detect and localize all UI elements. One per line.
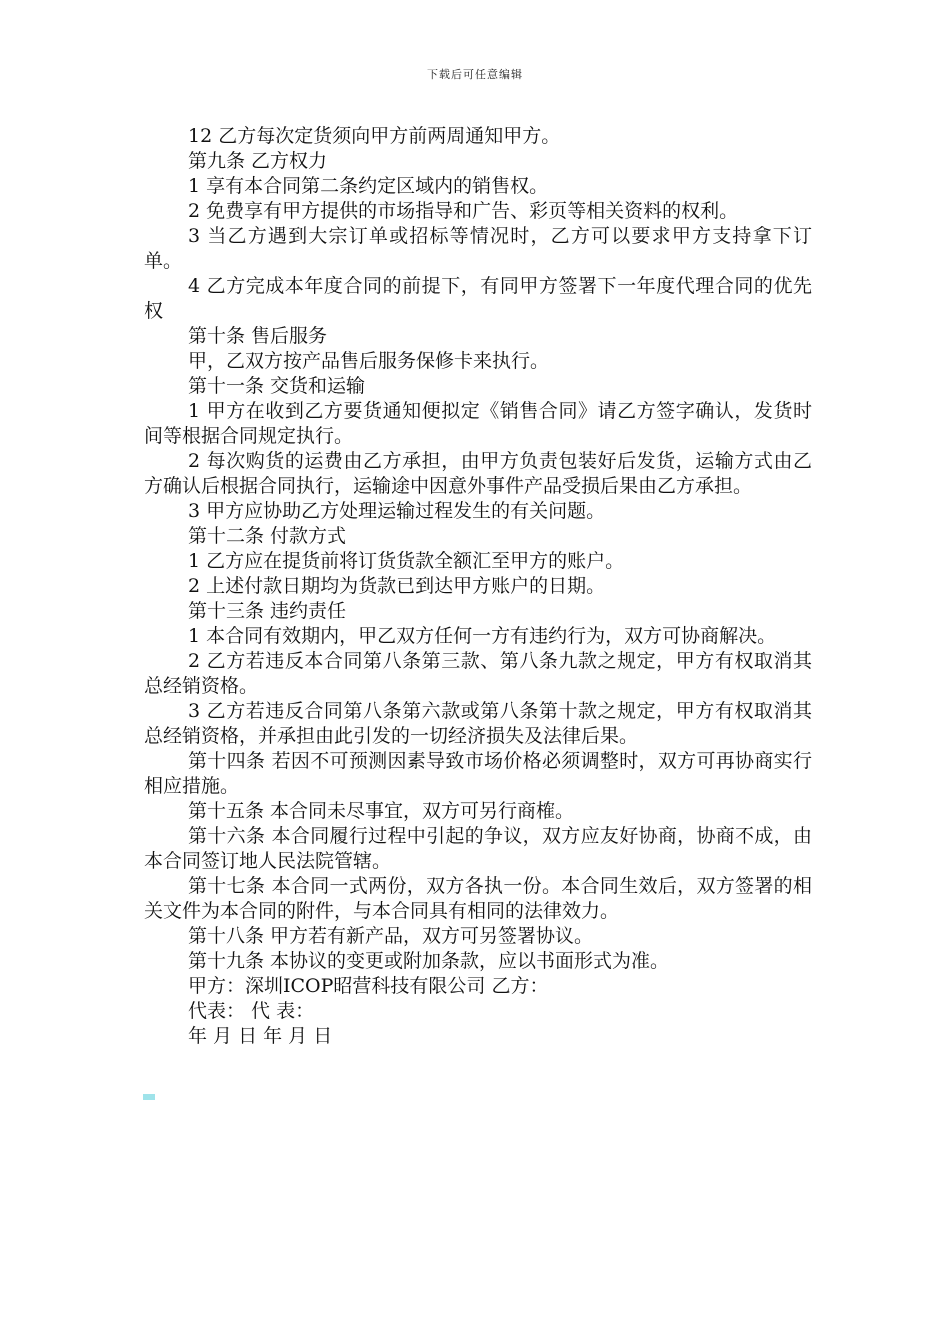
paragraph: 3 乙方若违反合同第八条第六款或第八条第十款之规定，甲方有权取消其总经销资格，并承担由此引发的一切经济损失及法律后果。 [144, 700, 812, 747]
contract-body [144, 124, 812, 1049]
paragraph: 3 当乙方遇到大宗订单或招标等情况时，乙方可以要求甲方支持拿下订单。 [144, 225, 812, 272]
corner-mark [143, 1094, 155, 1100]
signature-dates: 年 月 日 年 月 日 [188, 1025, 333, 1047]
section-paragraph: 第十六条 本合同履行过程中引起的争议，双方应友好协商，协商不成，由本合同签订地人民法院管辖。 [144, 825, 812, 872]
paragraph: 1 甲方在收到乙方要货通知便拟定《销售合同》请乙方签字确认，发货时间等根据合同规定执行。 [144, 400, 812, 447]
signature-representatives: 代表： 代 表： [188, 1000, 315, 1022]
paragraph: 12 乙方每次定货须向甲方前两周通知甲方。 [188, 125, 561, 147]
section-heading: 第十条 售后服务 [188, 325, 328, 347]
paragraph: 1 本合同有效期内，甲乙双方任何一方有违约行为，双方可协商解决。 [188, 625, 777, 647]
paragraph: 甲，乙双方按产品售后服务保修卡来执行。 [188, 350, 550, 372]
paragraph: 3 甲方应协助乙方处理运输过程发生的有关问题。 [188, 500, 606, 522]
section-paragraph: 第十四条 若因不可预测因素导致市场价格必须调整时，双方可再协商实行相应措施。 [144, 750, 812, 797]
header-note: 下载后可任意编辑 [427, 68, 523, 81]
section-heading: 第十三条 违约责任 [188, 600, 347, 622]
signature-parties: 甲方：深圳ICOP昭营科技有限公司 乙方： [188, 975, 549, 997]
section-heading: 第十二条 付款方式 [188, 525, 347, 547]
section-paragraph: 第十七条 本合同一式两份，双方各执一份。本合同生效后，双方签署的相关文件为本合同的附件，与本合同具有相同的法律效力。 [144, 875, 812, 922]
section-paragraph: 第十五条 本合同未尽事宜，双方可另行商榷。 [188, 800, 575, 822]
paragraph: 4 乙方完成本年度合同的前提下，有同甲方签署下一年度代理合同的优先权 [144, 275, 812, 322]
section-paragraph: 第十九条 本协议的变更或附加条款，应以书面形式为准。 [188, 950, 670, 972]
section-heading: 第十一条 交货和运输 [188, 375, 366, 397]
paragraph: 1 乙方应在提货前将订货货款全额汇至甲方的账户。 [188, 550, 625, 572]
paragraph: 2 免费享有甲方提供的市场指导和广告、彩页等相关资料的权利。 [188, 200, 739, 222]
paragraph: 1 享有本合同第二条约定区域内的销售权。 [188, 175, 549, 197]
paragraph: 2 每次购货的运费由乙方承担，由甲方负责包装好后发货，运输方式由乙方确认后根据合同执行，运输途中因意外事件产品受损后果由乙方承担。 [144, 450, 812, 497]
section-paragraph: 第十八条 甲方若有新产品，双方可另签署协议。 [188, 925, 594, 947]
paragraph: 2 乙方若违反本合同第八条第三款、第八条九款之规定，甲方有权取消其总经销资格。 [144, 650, 812, 697]
section-heading: 第九条 乙方权力 [188, 150, 328, 172]
paragraph: 2 上述付款日期均为货款已到达甲方账户的日期。 [188, 575, 606, 597]
